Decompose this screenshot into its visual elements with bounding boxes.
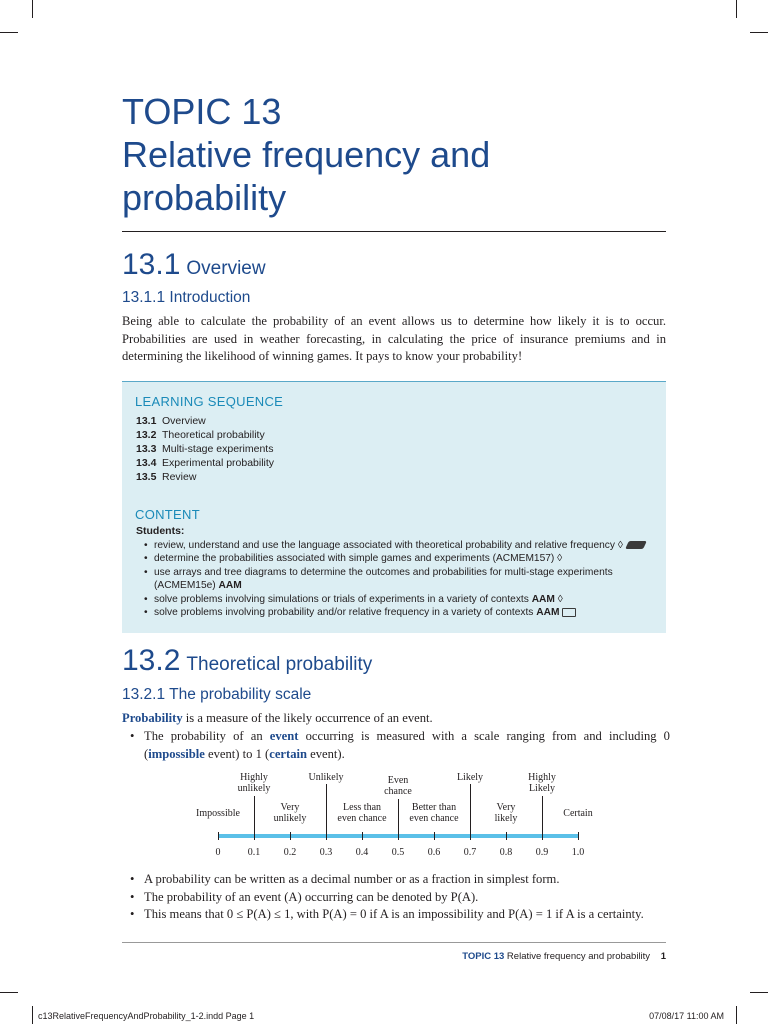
aam-tag: AAM <box>536 607 560 619</box>
content-title: CONTENT <box>135 507 200 522</box>
sequence-label: Overview <box>162 415 206 427</box>
section-number: 13.1 <box>122 248 181 281</box>
subsection-heading: 13.2.1 The probability scale <box>122 686 312 703</box>
learning-sequence-box <box>122 381 666 633</box>
content-item <box>144 539 654 552</box>
tick-label: 1.0 <box>571 847 585 858</box>
sequence-label: Multi-stage experiments <box>162 443 274 455</box>
footer-title: Relative frequency and probability <box>504 951 651 962</box>
tick-label: 0.9 <box>535 847 549 858</box>
tick-label: 0.2 <box>283 847 297 858</box>
scale-pointer <box>398 799 399 836</box>
subsection-heading: 13.1.1 Introduction <box>122 289 251 306</box>
crop-mark <box>0 32 18 33</box>
tick-label: 0.8 <box>499 847 513 858</box>
bullet-text: The probability of an <box>144 729 270 743</box>
file-slug: c13RelativeFrequencyAndProbability_1-2.indd Page 1 <box>38 1011 255 1021</box>
content-item-text: use arrays and tree diagrams to determine the outcomes and probabilities for multi-stage experiments (ACMEM15e) <box>154 566 613 592</box>
bullet-text: event). <box>307 746 345 761</box>
content-item-text: solve problems involving probability and/or relative frequency in a variety of contexts <box>154 607 534 619</box>
sequence-item <box>136 470 274 484</box>
scale-tick <box>218 832 219 840</box>
tick-label: 0 <box>215 847 221 858</box>
content-item-text: review, understand and use the language associated with theoretical probability and relative frequency ◊ <box>154 540 623 551</box>
crop-mark <box>750 32 768 33</box>
term-impossible: impossible <box>148 746 205 761</box>
sequence-item <box>136 414 274 428</box>
scale-label-upper: Even chance <box>384 775 412 797</box>
sequence-item <box>136 442 274 456</box>
date-slug: 07/08/17 11:00 AM <box>649 1011 724 1021</box>
sequence-label: Theoretical probability <box>162 429 265 441</box>
sequence-label: Experimental probability <box>162 457 275 469</box>
learning-sequence-title: LEARNING SEQUENCE <box>135 394 284 409</box>
students-label: Students: <box>136 525 185 537</box>
sequence-num: 13.4 <box>136 457 157 469</box>
scale-label-lower: Impossible <box>196 808 240 819</box>
sequence-item <box>136 428 274 442</box>
content-item-text: determine the probabilities associated with simple games and experiments (ACMEM157) ◊ <box>154 553 563 565</box>
crop-mark <box>0 992 18 993</box>
sequence-num: 13.2 <box>136 429 157 441</box>
bullet-text: occurring is measured with a scale ranging from and including 0 ( <box>144 729 670 761</box>
topic-title-line: TOPIC 13 <box>122 91 282 132</box>
page-number: 1 <box>660 951 666 962</box>
content-item <box>144 552 654 565</box>
title-rule <box>122 231 666 232</box>
scale-label-lower: Very likely <box>494 802 518 824</box>
content-item <box>144 593 654 606</box>
intro-paragraph: Being able to calculate the probability of an event allows us to determine how likely it is to occur. Probabilities are used in weather forecasting, in calculating the price of insurance premiums and in determining the likelihood of winning games. It pays to know your probability! <box>122 314 666 363</box>
section-title: Theoretical probability <box>186 654 373 675</box>
scale-tick <box>434 832 435 840</box>
learning-sequence-list <box>136 414 274 484</box>
content-item-text: solve problems involving simulations or trials of experiments in a variety of contexts <box>154 593 529 605</box>
bullet-item: • A probability can be written as a decimal number or as a fraction in simplest form. <box>130 871 670 889</box>
topic-title-line: Relative frequency and <box>122 134 491 175</box>
crop-mark <box>736 0 737 18</box>
footer-rule <box>122 942 666 943</box>
section-heading <box>122 248 266 282</box>
tick-label: 0.3 <box>319 847 333 858</box>
crop-mark <box>750 992 768 993</box>
sequence-item <box>136 456 274 470</box>
scale-label-upper: Highly Likely <box>528 772 556 794</box>
scale-label-lower: Less than even chance <box>337 802 387 824</box>
term-event: event <box>269 729 299 743</box>
content-list <box>144 539 654 619</box>
tick-label: 0.5 <box>391 847 405 858</box>
bullet-item <box>130 728 670 763</box>
bullet-item: • The probability of an event (A) occurring can be denoted by P(A). <box>130 889 670 907</box>
tick-label: 0.1 <box>247 847 261 858</box>
section-heading <box>122 644 372 678</box>
bullet-text: event) to 1 ( <box>204 746 270 761</box>
scale-label-upper: Highly unlikely <box>237 772 271 794</box>
footer-topic: TOPIC 13 <box>462 951 505 962</box>
scale-tick <box>362 832 363 840</box>
tick-label: 0.6 <box>427 847 441 858</box>
book-icon <box>625 541 647 549</box>
probability-definition <box>122 710 666 728</box>
scale-tick <box>506 832 507 840</box>
page-footer <box>462 951 666 962</box>
definition-text: is a measure of the likely occurrence of an event. <box>182 711 433 725</box>
aam-tag: AAM <box>531 593 555 605</box>
scale-label-lower: Better than even chance <box>409 802 459 824</box>
sequence-num: 13.3 <box>136 443 157 455</box>
scale-bullet-list <box>130 728 670 763</box>
content-item <box>144 566 654 593</box>
scale-pointer <box>542 796 543 836</box>
diamond-icon: ◊ <box>557 593 563 605</box>
scale-label-lower: Certain <box>563 808 593 819</box>
scale-label-upper: Unlikely <box>308 772 344 783</box>
scale-tick <box>578 832 579 840</box>
topic-title <box>122 90 490 219</box>
crop-mark <box>32 0 33 18</box>
tick-label: 0.7 <box>463 847 477 858</box>
scale-label-lower: Very unlikely <box>273 802 307 824</box>
content-item <box>144 606 654 619</box>
scale-pointer <box>326 784 327 836</box>
scale-tick <box>290 832 291 840</box>
probability-notes-list <box>130 871 670 924</box>
scale-pointer <box>254 796 255 836</box>
crop-mark <box>32 1006 33 1024</box>
laptop-icon <box>562 608 576 617</box>
term-certain: certain <box>269 746 308 761</box>
topic-title-line: probability <box>122 177 287 218</box>
scale-pointer <box>470 784 471 836</box>
scale-label-upper: Likely <box>456 772 484 783</box>
term-probability: Probability <box>122 711 183 725</box>
aam-tag: AAM <box>218 580 242 592</box>
crop-mark <box>736 1006 737 1024</box>
sequence-label: Review <box>162 471 197 483</box>
sequence-num: 13.5 <box>136 471 157 483</box>
bullet-item: • This means that 0 ≤ P(A) ≤ 1, with P(A) = 0 if A is an impossibility and P(A) = 1 if A is a certainty. <box>130 906 670 924</box>
section-title: Overview <box>186 258 266 279</box>
sequence-num: 13.1 <box>136 415 157 427</box>
section-number: 13.2 <box>122 644 181 677</box>
tick-label: 0.4 <box>355 847 369 858</box>
